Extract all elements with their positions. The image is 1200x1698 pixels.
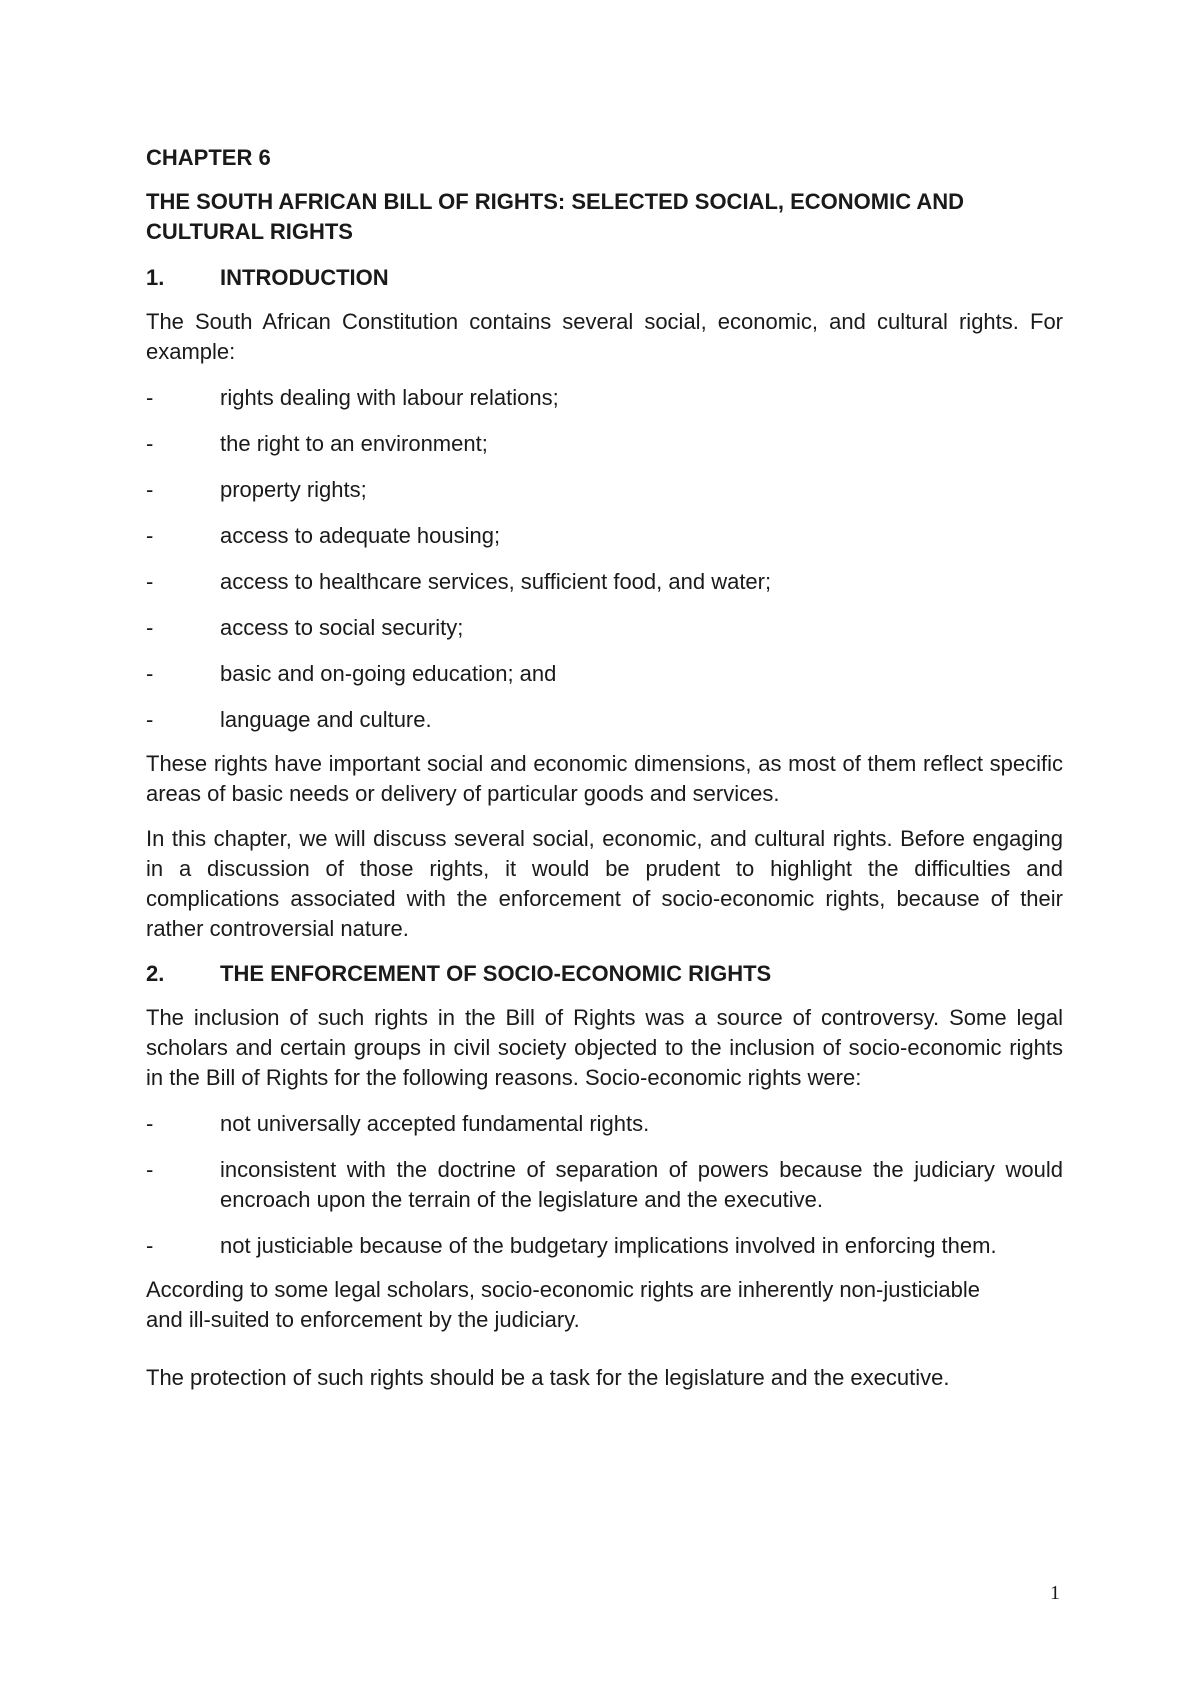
section-1-paragraph-2: In this chapter, we will discuss several social, economic, and cultural rights. Before engaging in a discussion of those rights, it would be prudent to highlight the difficulties and complications associated with the enforcement of socio-economic rights, because of their rather controversial nature. [146, 826, 1063, 941]
dash-marker: - [146, 569, 154, 594]
section-1-intro: The South African Constitution contains several social, economic, and cultural rights. For example: [146, 309, 1063, 364]
section-2-paragraph-1: According to some legal scholars, socio-economic rights are inherently non-justiciable [146, 1277, 980, 1302]
dash-marker: - [146, 477, 154, 502]
dash-marker: - [146, 431, 154, 456]
list-item-text: access to social security; [220, 615, 464, 640]
dash-marker: - [146, 615, 154, 640]
chapter-label: CHAPTER 6 [146, 145, 271, 170]
list-item-text: language and culture. [220, 707, 432, 732]
dash-marker: - [146, 661, 154, 686]
list-item [146, 1231, 1063, 1261]
section-2-paragraph-2: and ill-suited to enforcement by the judiciary. [146, 1307, 580, 1332]
list-item-text: basic and on-going education; and [220, 661, 557, 686]
list-item-text: access to adequate housing; [220, 523, 501, 548]
section-1-heading [146, 263, 1063, 293]
dash-marker: - [146, 1111, 154, 1136]
list-item-text: the right to an environment; [220, 431, 488, 456]
rights-list [146, 383, 1063, 735]
section-2-paragraph-3: The protection of such rights should be a task for the legislature and the executive. [146, 1365, 950, 1390]
section-1-paragraph-1: These rights have important social and economic dimensions, as most of them reflect specific areas of basic needs or delivery of particular goods and services. [146, 751, 1063, 806]
list-item [146, 429, 1063, 459]
dash-marker: - [146, 523, 154, 548]
section-2-number: 2. [146, 961, 165, 986]
section-1-number: 1. [146, 265, 165, 290]
list-item [146, 521, 1063, 551]
list-item-text: rights dealing with labour relations; [220, 385, 559, 410]
list-item [146, 567, 1063, 597]
dash-marker: - [146, 1233, 154, 1258]
list-item-text: inconsistent with the doctrine of separation of powers because the judiciary would encroach upon the terrain of the legislature and the executive. [220, 1157, 1063, 1212]
dash-marker: - [146, 385, 154, 410]
list-item-text: not universally accepted fundamental rights. [220, 1111, 650, 1136]
list-item [146, 1109, 1063, 1139]
list-item [146, 1155, 1063, 1215]
dash-marker: - [146, 707, 154, 732]
list-item-text: not justiciable because of the budgetary implications involved in enforcing them. [220, 1233, 997, 1258]
chapter-title: THE SOUTH AFRICAN BILL OF RIGHTS: SELECTED SOCIAL, ECONOMIC AND CULTURAL RIGHTS [146, 189, 965, 244]
list-item-text: access to healthcare services, sufficient food, and water; [220, 569, 772, 594]
list-item [146, 705, 1063, 735]
section-2-title: THE ENFORCEMENT OF SOCIO-ECONOMIC RIGHTS [220, 961, 772, 986]
section-2-heading [146, 959, 1063, 989]
dash-marker: - [146, 1157, 154, 1182]
list-item [146, 475, 1063, 505]
reasons-list [146, 1109, 1063, 1261]
page-content [146, 143, 1063, 1393]
list-item [146, 613, 1063, 643]
section-2-intro: The inclusion of such rights in the Bill of Rights was a source of controversy. Some legal scholars and certain groups in civil society objected to the inclusion of socio-economic rights in the Bill of Rights for the following reasons. Socio-economic rights were: [146, 1005, 1063, 1090]
list-item-text: property rights; [220, 477, 367, 502]
section-1-title: INTRODUCTION [220, 265, 389, 290]
list-item [146, 383, 1063, 413]
page-number: 1 [1050, 1582, 1060, 1604]
list-item [146, 659, 1063, 689]
